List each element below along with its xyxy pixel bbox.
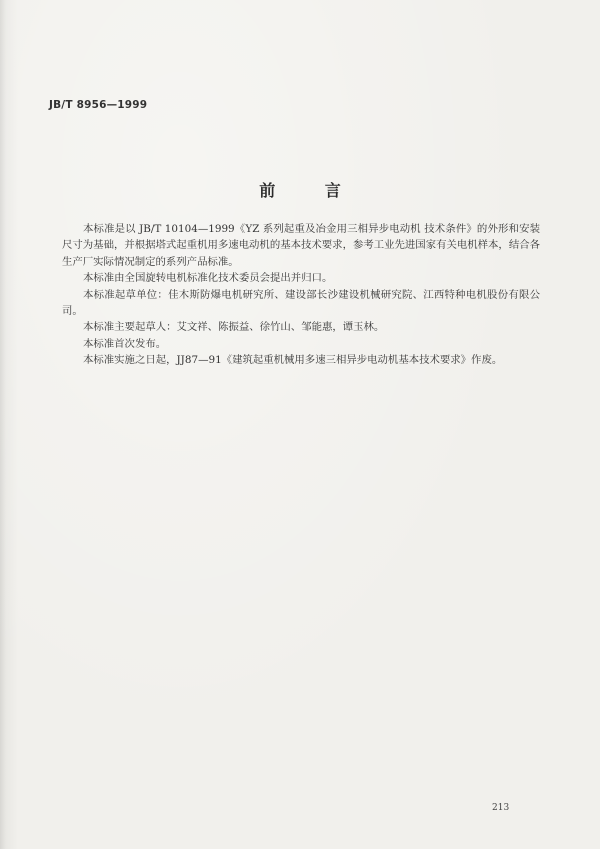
foreword-body [62,221,540,369]
paragraph-drafters: 本标准主要起草人：艾文祥、陈振益、徐竹山、邹能惠，谭玉林。 [83,321,385,334]
page-title: 前 言 [259,181,363,200]
paragraph-basis: 本标准是以 JB/T 10104—1999《YZ 系列起重及冶金用三相异步电动机 技术条件》的外形和安装尺寸为基础，并根据塔式起重机用多速电动机的基本技术要求，参考工业先进国家有关电机样本，结合各生产厂实际情况制定的系列产品标准。 [62,223,540,268]
paragraph-supersedes: 本标准实施之日起，JJ87—91《建筑起重机械用多速三相异步电动机基本技术要求》作废。 [83,354,503,367]
page-number: 213 [492,803,510,813]
document-code: JB/T 8956—1999 [49,99,148,111]
paragraph-drafting-units: 本标准起草单位：佳木斯防爆电机研究所、建设部长沙建设机械研究院、江西特种电机股份有限公司。 [62,288,540,318]
paragraph-proposer: 本标准由全国旋转电机标准化技术委员会提出并归口。 [83,272,333,285]
scan-shadow-edge [0,0,6,849]
paragraph-first-release: 本标准首次发布。 [83,337,167,350]
